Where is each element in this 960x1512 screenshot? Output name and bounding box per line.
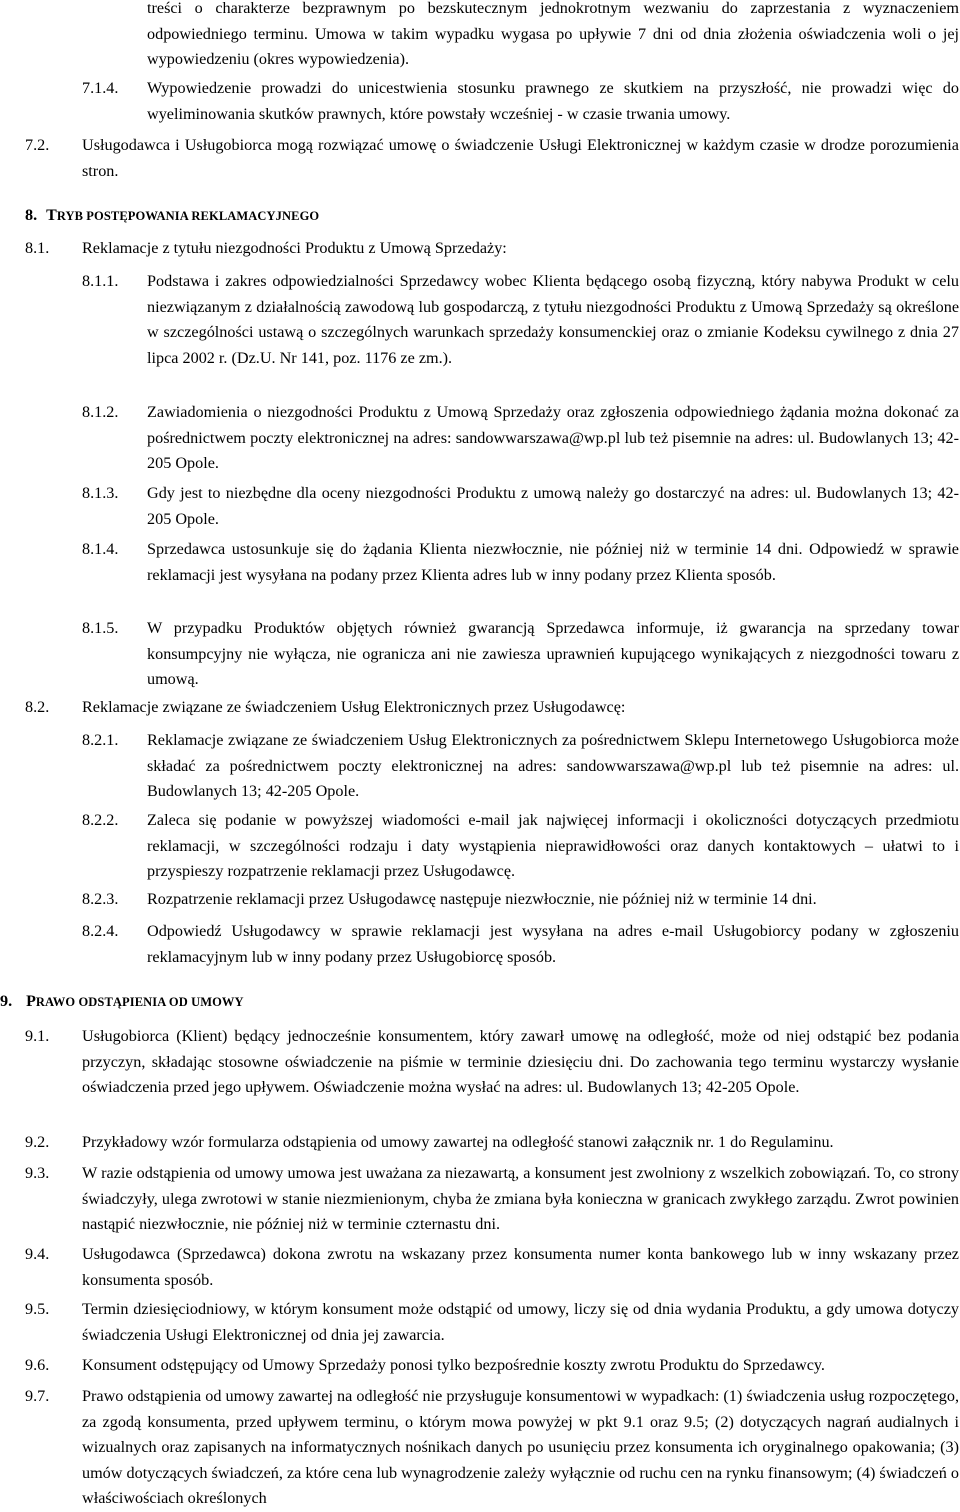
- section-9-6-text: Konsument odstępujący od Umowy Sprzedaży ponosi tylko bezpośrednie koszty zwrotu Produktu do Sprzedawcy.: [82, 1356, 825, 1374]
- heading-8-rest: RYB POSTĘPOWANIA REKLAMACYJNEGO: [56, 209, 320, 223]
- section-number-8-1: 8.1.: [25, 239, 50, 257]
- section-number-9-7: 9.7.: [25, 1387, 50, 1405]
- section-number-9-6: 9.6.: [25, 1356, 50, 1374]
- section-9-2-text: Przykładowy wzór formularza odstąpienia od umowy zawartej na odległość stanowi załącznik nr. 1 do Regulaminu.: [82, 1133, 834, 1151]
- section-8-2-text: Reklamacje związane ze świadczeniem Usług Elektronicznych przez Usługodawcę:: [82, 698, 626, 716]
- section-number-9-1: 9.1.: [25, 1027, 50, 1045]
- section-heading-9: [0, 989, 244, 1016]
- section-8-1-text: Reklamacje z tytułu niezgodności Produktu z Umową Sprzedaży:: [82, 239, 507, 257]
- section-number-9-5: 9.5.: [25, 1300, 50, 1318]
- section-9-4-text: Usługodawca (Sprzedawca) dokona zwrotu na wskazany przez konsumenta numer konta bankowego lub w inny wskazany przez konsumenta sposób.: [82, 1245, 959, 1289]
- section-8-2-1-text: Reklamacje związane ze świadczeniem Usług Elektronicznych za pośrednictwem Sklepu Internetowego Usługobiorca może składać za pośrednictwem poczty elektronicznej na adres: sandowwarszawa@wp.pl lub też pisemnie na adres: ul. Budowlanych 13; 42-205 Opole.: [147, 731, 959, 800]
- section-number-8-1-1: 8.1.1.: [82, 272, 119, 290]
- section-8-2-2-text: Zaleca się podanie w powyższej wiadomości e-mail jak najwięcej informacji i okoliczności dotyczących przedmiotu reklamacji, w szczególności rodzaju i daty wystąpienia nieprawidłowości oraz danych kontaktowych – ułatwi to i przyspieszy rozpatrzenie reklamacji przez Usługodawcę.: [147, 811, 959, 880]
- section-number-9-2: 9.2.: [25, 1133, 50, 1151]
- section-9-3-text: W razie odstąpienia od umowy umowa jest uważana za niezawartą, a konsument jest zwolniony z wszelkich zobowiązań. To, co strony świadczyły, ulega zwrotowi w stanie niezmienionym, chyba że zmiana była konieczna w granicach zwykłego zarządu. Zwrot powinien nastąpić niezwłocznie, nie później niż w terminie czternastu dni.: [82, 1164, 959, 1233]
- section-number-8-1-4: 8.1.4.: [82, 540, 119, 558]
- section-number-8-2-2: 8.2.2.: [82, 811, 119, 829]
- heading-8-initial: T: [46, 207, 57, 224]
- section-8-2-3-text: Rozpatrzenie reklamacji przez Usługodawcę następuje niezwłocznie, nie później niż w terminie 14 dni.: [147, 890, 817, 908]
- section-9-7-text: Prawo odstąpienia od umowy zawartej na odległość nie przysługuje konsumentowi w wypadkach: (1) świadczenia usług rozpoczętego, za zgodą konsumenta, przed upływem terminu, o którym mowa powyżej w pkt 9.1 oraz 9.5; (2) dotyczących nagrań audialnych i wizualnych oraz zapisanych na informatycznych nośnikach danych po usunięciu przez konsumenta ich oryginalnego opakowania; (3) umów dotyczących świadczeń, za które cena lub wynagrodzenie zależy wyłącznie od ruchu cen na rynku finansowym; (4) świadczeń o właściwościach określonych: [82, 1387, 959, 1507]
- intro-paragraph: treści o charakterze bezprawnym po bezskutecznym jednokrotnym wezwaniu do zaprzestania z wyznaczeniem odpowiedniego terminu. Umowa w takim wypadku wygasa po upływie 7 dni od dnia złożenia oświadczenia woli o jej wypowiedzeniu (okres wypowiedzenia).: [147, 0, 959, 68]
- section-number-8-2-3: 8.2.3.: [82, 890, 119, 908]
- section-7-1-4-text: Wypowiedzenie prowadzi do unicestwienia stosunku prawnego ze skutkiem na przyszłość, nie prowadzi więc do wyeliminowania skutków prawnych, które powstały wcześniej - w czasie trwania umowy.: [147, 79, 959, 123]
- section-number-8-2-1: 8.2.1.: [82, 731, 119, 749]
- section-number-7-2: 7.2.: [25, 136, 50, 154]
- section-number-9-4: 9.4.: [25, 1245, 50, 1263]
- section-8-1-3-text: Gdy jest to niezbędne dla oceny niezgodności Produktu z umową należy go dostarczyć na adres: ul. Budowlanych 13; 42-205 Opole.: [147, 484, 959, 528]
- section-9-1-text: Usługobiorca (Klient) będący jednocześnie konsumentem, który zawarł umowę na odległość, może od niej odstąpić bez podania przyczyn, składając stosowne oświadczenie na piśmie w terminie dziesięciu dni. Do zachowania tego terminu wystarczy wysłanie oświadczenia przed jego upływem. Oświadczenie można wysłać na adres: ul. Budowlanych 13; 42-205 Opole.: [82, 1027, 959, 1096]
- section-number-8-2: 8.2.: [25, 698, 50, 716]
- section-8-1-2-text: Zawiadomienia o niezgodności Produktu z Umową Sprzedaży oraz zgłoszenia odpowiedniego żądania można dokonać za pośrednictwem poczty elektronicznej na adres: sandowwarszawa@wp.pl lub też pisemnie na adres: ul. Budowlanych 13; 42-205 Opole.: [147, 403, 959, 472]
- heading-9-initial: P: [26, 993, 36, 1010]
- section-number-8-1-5: 8.1.5.: [82, 619, 119, 637]
- section-9-5-text: Termin dziesięciodniowy, w którym konsument może odstąpić od umowy, liczy się od dnia wydania Produktu, a gdy umowa dotyczy świadczenia Usługi Elektronicznej od dnia jej zawarcia.: [82, 1300, 959, 1344]
- section-8-1-5-text: W przypadku Produktów objętych również gwarancją Sprzedawca informuje, iż gwarancja na sprzedany towar konsumpcyjny nie wyłącza, nie ogranicza ani nie zawiesza uprawnień kupującego wynikających z niezgodności towaru z umową.: [147, 619, 959, 688]
- section-8-1-1-text: Podstawa i zakres odpowiedzialności Sprzedawcy wobec Klienta będącego osobą fizyczną, który nabywa Produkt w celu niezwiązanym z działalnością zawodową lub gospodarczą, z tytułu niezgodności Produktu z Umową Sprzedaży są określone w szczególności ustawą o szczególnych warunkach sprzedaży konsumenckiej oraz o zmianie Kodeksu cywilnego z dnia 27 lipca 2002 r. (Dz.U. Nr 141, poz. 1176 ze zm.).: [147, 272, 959, 367]
- heading-9-rest: RAWO ODSTĄPIENIA OD UMOWY: [35, 995, 244, 1009]
- section-number-9: 9.: [0, 992, 13, 1010]
- section-number-8-1-3: 8.1.3.: [82, 484, 119, 502]
- section-number-8-2-4: 8.2.4.: [82, 922, 119, 940]
- section-number-8: 8.: [25, 206, 38, 224]
- section-8-2-4-text: Odpowiedź Usługodawcy w sprawie reklamacji jest wysyłana na adres e-mail Usługobiorcy podany w zgłoszeniu reklamacyjnym lub w inny podany przez Usługobiorcę sposób.: [147, 922, 959, 966]
- section-7-2-text: Usługodawca i Usługobiorca mogą rozwiązać umowę o świadczenie Usługi Elektronicznej w każdym czasie w drodze porozumienia stron.: [82, 136, 959, 180]
- section-8-1-4-text: Sprzedawca ustosunkuje się do żądania Klienta niezwłocznie, nie później niż w terminie 14 dni. Odpowiedź w sprawie reklamacji jest wysyłana na podany przez Klienta adres lub w inny podany przez Klienta sposób.: [147, 540, 959, 584]
- section-number-9-3: 9.3.: [25, 1164, 50, 1182]
- section-number-8-1-2: 8.1.2.: [82, 403, 119, 421]
- section-number-7-1-4: 7.1.4.: [82, 79, 119, 97]
- section-heading-8: [25, 203, 319, 230]
